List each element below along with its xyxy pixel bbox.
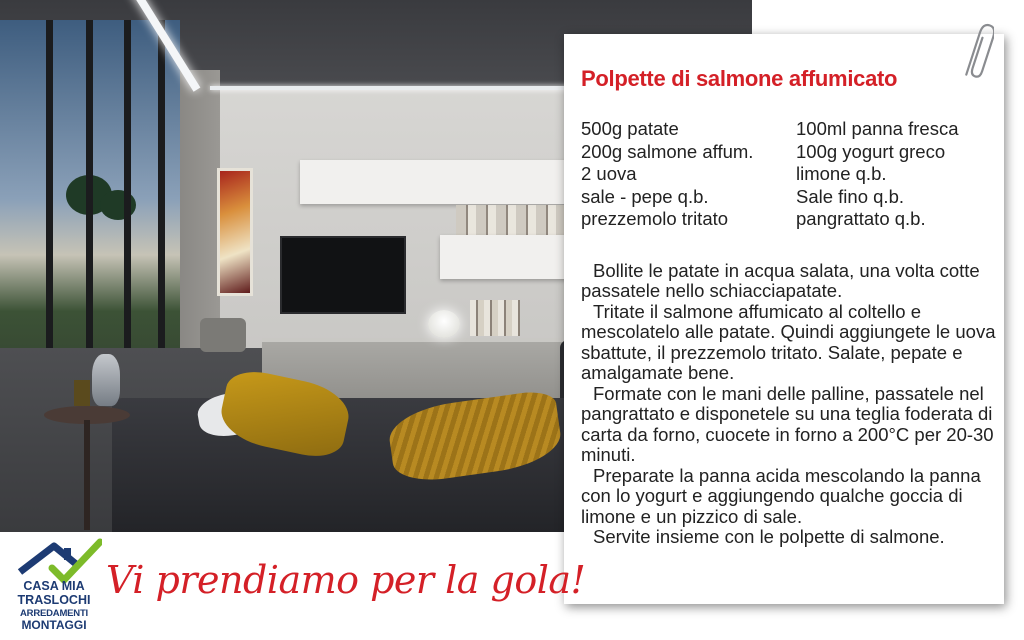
shelf-decor xyxy=(456,205,566,235)
glass-decanter xyxy=(92,354,120,406)
armchair xyxy=(200,318,246,352)
ingredient: pangrattato q.b. xyxy=(796,208,926,229)
ingredient: sale - pepe q.b. xyxy=(581,185,709,207)
recipe-step: Preparate la panna acida mescolando la panna con lo yogurt e aggiungendo qualche goccia di limone e un pizzico di sale. xyxy=(581,464,981,527)
wall-cabinet xyxy=(300,160,570,204)
ingredients-column-right xyxy=(796,118,959,231)
ingredients-list xyxy=(581,118,1004,231)
ingredient: 500g patate xyxy=(581,118,679,139)
slogan: Vi prendiamo per la gola! xyxy=(106,558,586,602)
books xyxy=(470,300,520,336)
whisky-glass xyxy=(74,380,90,406)
table-lamp xyxy=(428,310,460,338)
ingredients-column-left xyxy=(581,118,796,231)
ingredient: limone q.b. xyxy=(796,163,887,184)
ingredient: 2 uova xyxy=(581,163,637,184)
recipe-step: Servite insieme con le polpette di salmone. xyxy=(593,526,945,547)
recipe-steps xyxy=(581,261,996,548)
wall-painting xyxy=(217,168,253,296)
ingredient: Sale fino q.b. xyxy=(796,185,904,207)
recipe-step: Tritate il salmone affumicato al coltello e mescolatelo alle patate. Quindi aggiungete le uova sbattute, il prezzemolo tritato. Salate, pepate e amalgamate bene. xyxy=(581,300,996,383)
recipe-title: Polpette di salmone affumicato xyxy=(581,66,898,91)
recipe-step: Formate con le mani delle palline, passatele nel pangrattato e disponetele su una teglia foderata di carta da forno, cuocete in forno a 200°C per 20-30 minuti. xyxy=(581,382,994,465)
ingredient: 100g yogurt greco xyxy=(796,140,946,162)
recipe-card xyxy=(564,34,1004,604)
television xyxy=(280,236,406,314)
logo-line: MONTAGGI xyxy=(21,618,87,632)
ingredient: 100ml panna fresca xyxy=(796,118,959,139)
recipe-step: Bollite le patate in acqua salata, una volta cotte passatele nello schiacciapatate. xyxy=(581,259,980,301)
paperclip-icon xyxy=(964,20,994,84)
company-logo xyxy=(6,538,102,638)
side-table-leg xyxy=(84,420,90,530)
ingredient: 200g salmone affum. xyxy=(581,140,754,162)
house-check-icon xyxy=(16,538,102,584)
ingredient: prezzemolo tritato xyxy=(581,208,729,229)
logo-line: TRASLOCHI xyxy=(17,593,91,607)
logo-line: ARREDAMENTI xyxy=(20,608,88,619)
logo-line: CASA MIA xyxy=(23,579,85,593)
